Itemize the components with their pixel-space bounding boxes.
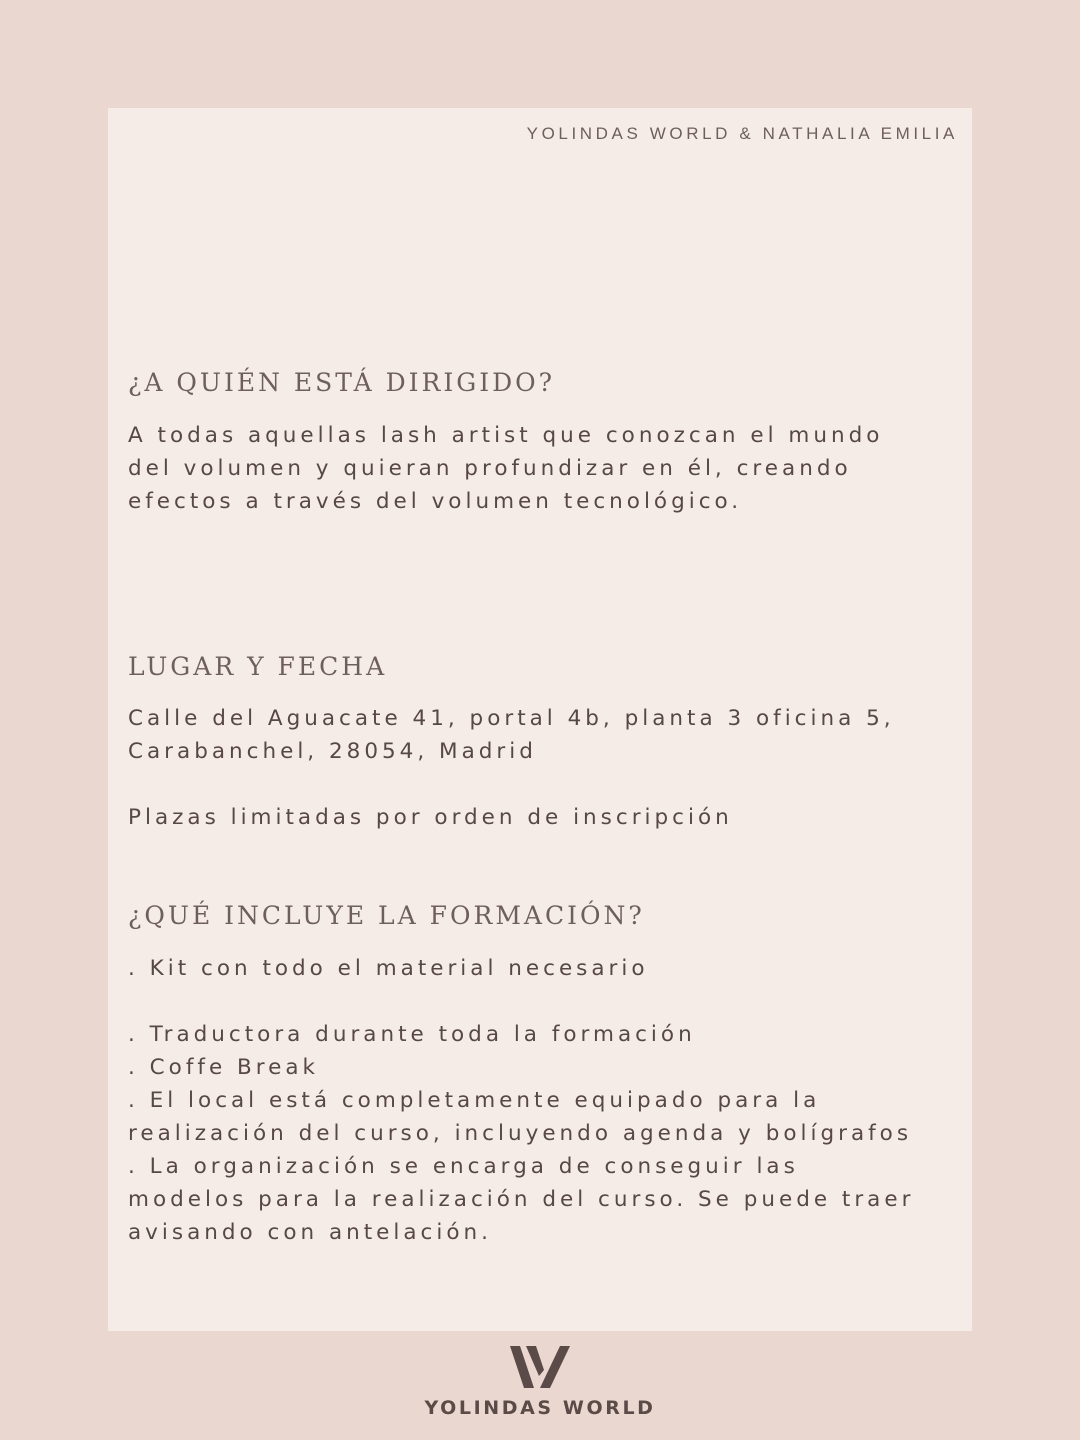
section-target-audience <box>128 367 948 518</box>
footer-logo <box>0 1346 1080 1419</box>
section-place-date <box>128 651 948 834</box>
includes-heading: ¿QUÉ INCLUYE LA FORMACIÓN? <box>128 901 645 930</box>
brand-header: YOLINDAS WORLD & NATHALIA EMILIA <box>526 124 958 143</box>
yw-monogram-icon <box>510 1346 570 1388</box>
includes-item-kit: . Kit con todo el material necesario <box>128 956 649 981</box>
place-date-heading: LUGAR Y FECHA <box>128 652 388 681</box>
logo-wordmark: YOLINDAS WORLD <box>424 1397 656 1419</box>
target-audience-text: A todas aquellas lash artist que conozcan el mundo del volumen y quieran profundizar en él, creando efectos a través del volumen tecnológico. <box>128 423 884 514</box>
address-text: Calle del Aguacate 41, portal 4b, planta 3 oficina 5, Carabanchel, 28054, Madrid <box>128 706 895 764</box>
section-includes <box>128 900 948 1249</box>
places-note: Plazas limitadas por orden de inscripción <box>128 805 733 830</box>
includes-list: . Traductora durante toda la formación . Coffe Break . El local está completamente equipado para la realización del curso, incluyendo agenda y bolígrafos . La organización se encarga de conseguir las modelos para la realización del curso. Se puede traer avisando con antelación. <box>128 1022 915 1245</box>
target-audience-heading: ¿A QUIÉN ESTÁ DIRIGIDO? <box>128 368 556 397</box>
